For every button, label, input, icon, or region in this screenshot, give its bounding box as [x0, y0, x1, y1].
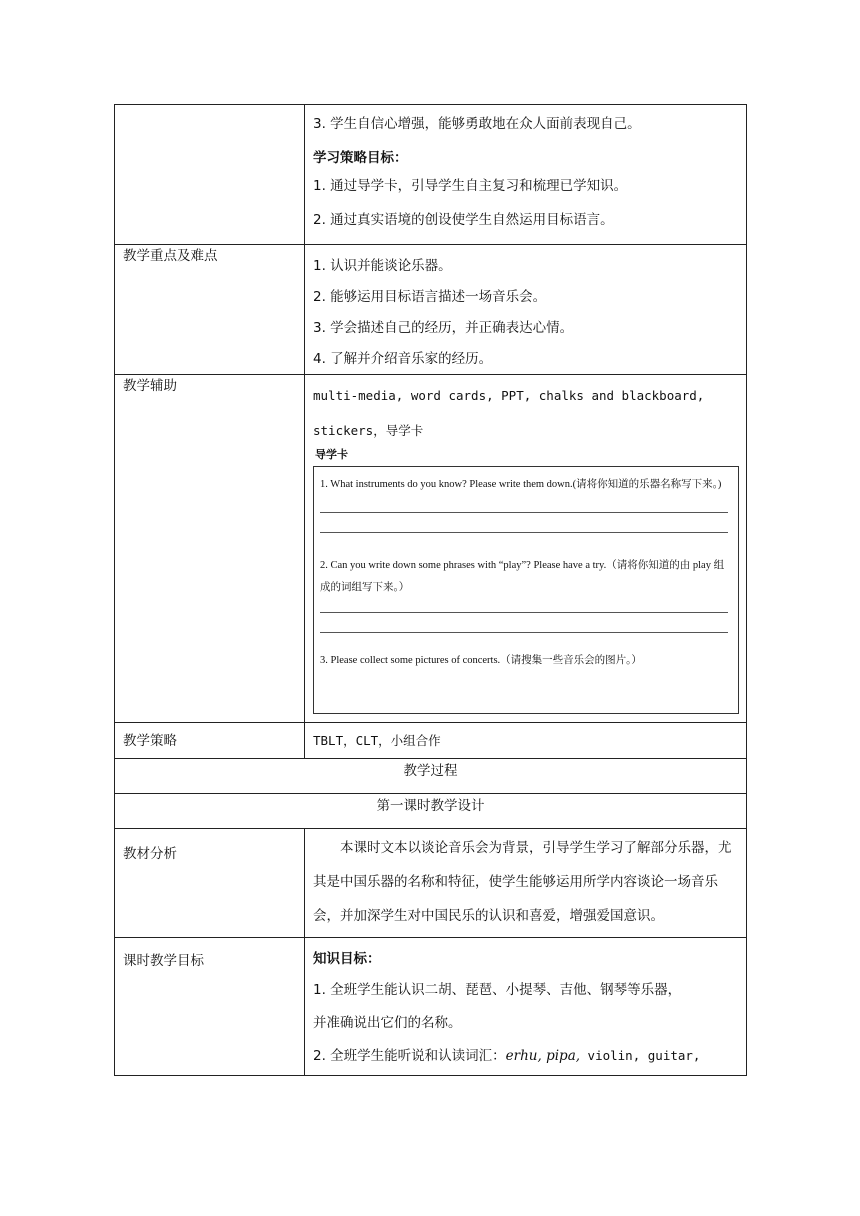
- continuation-content-cell: [305, 105, 747, 245]
- table-row-continuation: [115, 105, 747, 245]
- table-row-process: [115, 759, 747, 794]
- table-row-lesson: [115, 794, 747, 829]
- keypoint-item: 2. 能够运用目标语言描述一场音乐会。: [313, 289, 547, 305]
- guide-card: [313, 466, 739, 714]
- answer-line: [320, 493, 728, 513]
- knowledge-goal-1b: 并准确说出它们的名称。: [313, 1015, 462, 1031]
- strategy-value: TBLT，CLT，小组合作: [313, 733, 441, 748]
- table-row-objectives: [115, 938, 747, 1076]
- keypoint-item: 1. 认识并能谈论乐器。: [313, 258, 452, 274]
- knowledge-goal-2-rest: violin, guitar,: [580, 1048, 701, 1063]
- knowledge-goal-2-prefix: 2. 全班学生能听说和认读词汇：: [313, 1048, 506, 1064]
- strategy-content-cell: [305, 723, 747, 759]
- strategy-label: 教学策略: [115, 723, 305, 759]
- objectives-content-cell: [305, 938, 747, 1076]
- keypoints-content-cell: [305, 245, 747, 375]
- aids-line-2: stickers，导学卡: [313, 423, 424, 438]
- aids-label: 教学辅助: [115, 375, 305, 723]
- strategy-goal-heading: 学习策略目标：: [313, 150, 408, 166]
- knowledge-goal-2: [313, 1045, 738, 1067]
- continuation-label-cell: [115, 105, 305, 245]
- process-title: 教学过程: [115, 759, 747, 794]
- analysis-label: 教材分析: [115, 829, 305, 938]
- guide-question-3: 3. Please collect some pictures of concerts.（请搜集一些音乐会的图片。）: [320, 655, 642, 666]
- guide-card-title: 导学卡: [315, 448, 348, 461]
- answer-line: [320, 613, 728, 633]
- analysis-content-cell: [305, 829, 747, 938]
- knowledge-goal-1a: 1. 全班学生能认识二胡、琵琶、小提琴、吉他、钢琴等乐器，: [313, 982, 682, 998]
- strategy-goal-1: 1. 通过导学卡，引导学生自主复习和梳理已学知识。: [313, 178, 628, 194]
- table-row-aids: [115, 375, 747, 723]
- analysis-text: 本课时文本以谈论音乐会为背景，引导学生学习了解部分乐器，尤其是中国乐器的名称和特征，使学生能够运用所学内容谈论一场音乐会，并加深学生对中国民乐的认识和喜爱，增强爱国意识。: [313, 840, 732, 924]
- strategy-goal-2: 2. 通过真实语境的创设使学生自然运用目标语言。: [313, 212, 614, 228]
- aids-line-1: multi-media, word cards, PPT, chalks and blackboard,: [313, 388, 705, 403]
- lesson-plan-table: [114, 104, 747, 1076]
- answer-line: [320, 599, 728, 613]
- keypoints-label: 教学重点及难点: [115, 245, 305, 375]
- table-row-keypoints: [115, 245, 747, 375]
- table-row-analysis: [115, 829, 747, 938]
- guide-question-1: 1. What instruments do you know? Please write them down.(请将你知道的乐器名称写下来。): [320, 479, 722, 490]
- confidence-goal: 3. 学生自信心增强，能够勇敢地在众人面前表现自己。: [313, 116, 641, 132]
- keypoint-item: 4. 了解并介绍音乐家的经历。: [313, 351, 493, 367]
- answer-line: [320, 513, 728, 533]
- table-row-strategy: [115, 723, 747, 759]
- lesson-title: 第一课时教学设计: [115, 794, 747, 829]
- aids-content-cell: [305, 375, 747, 723]
- knowledge-goal-heading: 知识目标：: [313, 951, 381, 967]
- objectives-label: 课时教学目标: [115, 938, 305, 1076]
- keypoint-item: 3. 学会描述自己的经历，并正确表达心情。: [313, 320, 574, 336]
- guide-question-2: 2. Can you write down some phrases with “play”? Please have a try.（请将你知道的由 play 组成的词组写下来。）: [320, 560, 725, 593]
- knowledge-goal-2-italic: erhu, pipa,: [505, 1048, 581, 1064]
